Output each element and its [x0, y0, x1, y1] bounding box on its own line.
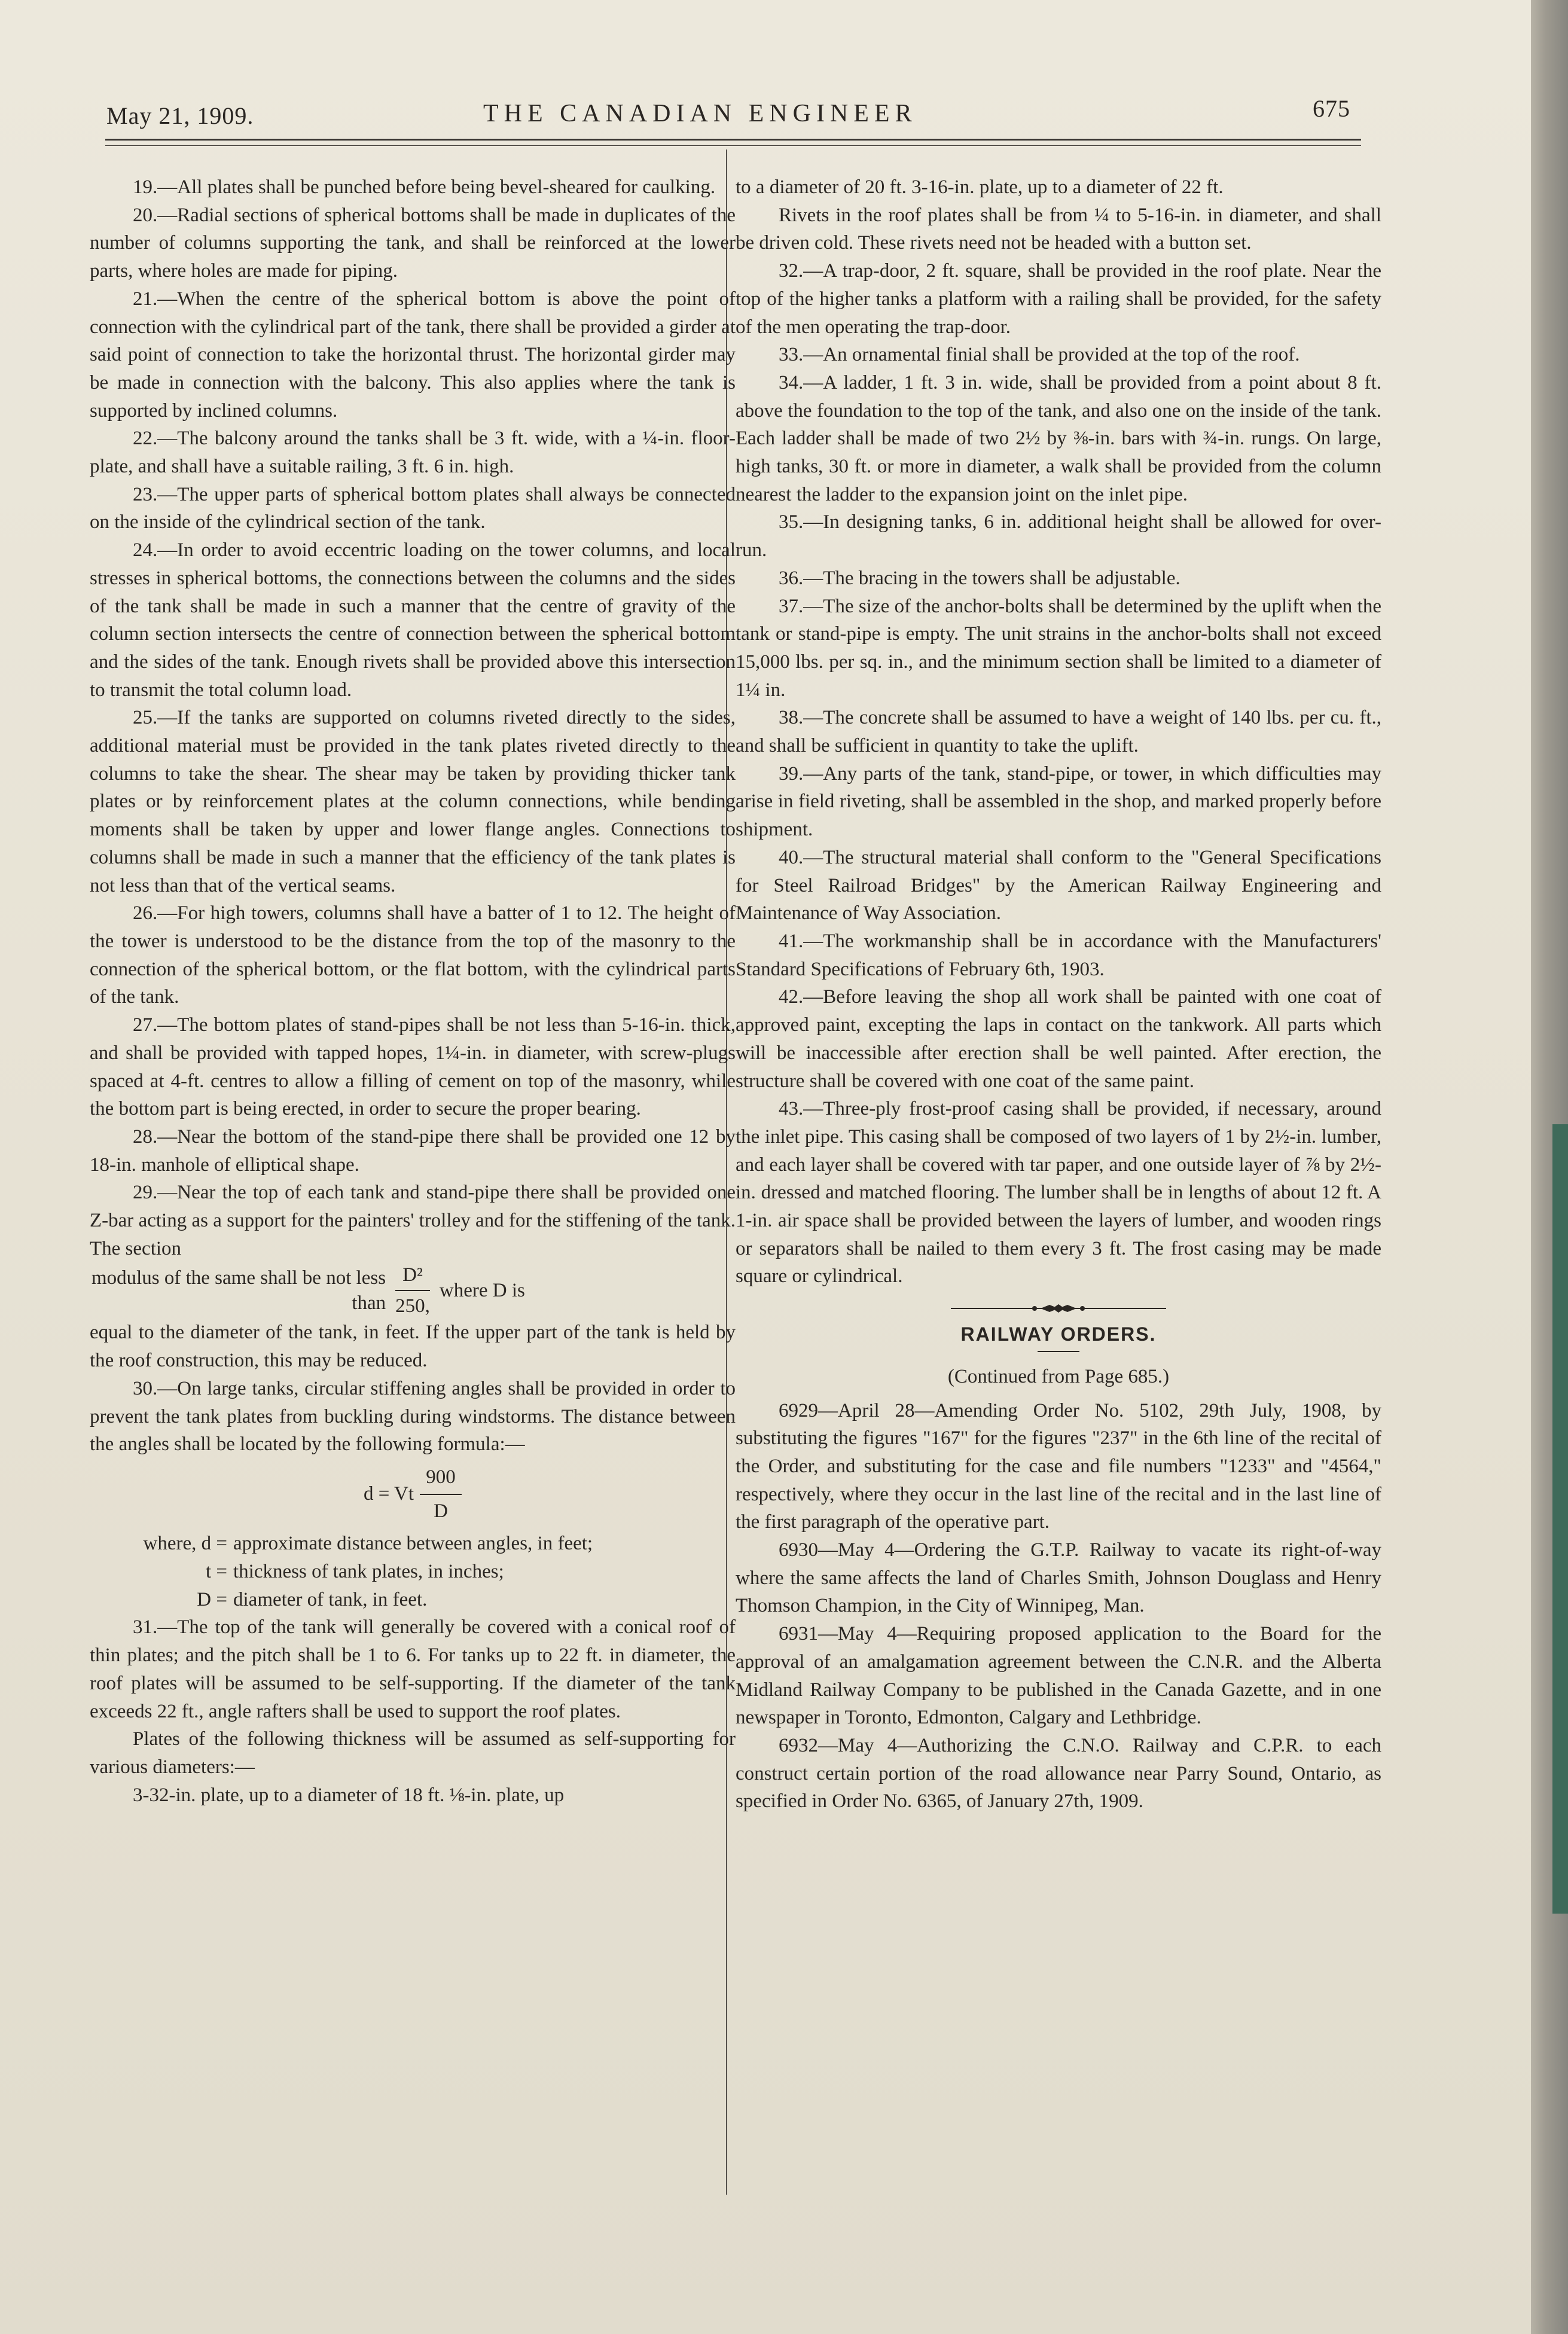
header-rule-thick — [105, 139, 1361, 141]
page-edge-shadow — [1531, 0, 1568, 2334]
stiffening-formula — [90, 1463, 736, 1525]
section-title: RAILWAY ORDERS. — [960, 1323, 1157, 1346]
clause-25: 25.—If the tanks are supported on columns riveted directly to the sides, additional material must be provided in the tank plates riveted directly to the columns to take the shear. The shear may be taken by providing thicker tank plates or by reinforcement plates at the column connections, while bending moments shall be taken by upper and lower flange angles. Connections to columns shall be made in such a manner that the efficiency of the tank plates is not less than that of the vertical seams. — [90, 707, 736, 896]
clause-31-plates: Plates of the following thickness will be assumed as self-supporting for various diameters:— — [90, 1728, 736, 1778]
clause-30: 30.—On large tanks, circular stiffening angles shall be provided in order to prevent the tank plates from buckling during windstorms. The distance between the angles shall be located by the following formula:— — [90, 1377, 736, 1456]
clause-39: 39.—Any parts of the tank, stand-pipe, or tower, in which difficulties may arise in field riveting, shall be assembled in the shop, and marked properly before shipment. — [736, 762, 1381, 841]
fraction-trail-text: where D is — [439, 1280, 525, 1302]
clause-31-continued: to a diameter of 20 ft. 3-16-in. plate, up to a diameter of 22 ft. — [736, 176, 1224, 198]
definition-row: t = thickness of tank plates, in inches; — [205, 1561, 504, 1583]
header-rule-thin — [105, 145, 1361, 146]
definition-row: D = diameter of tank, in feet. — [197, 1588, 428, 1610]
right-column — [736, 173, 1381, 1816]
clause-37: 37.—The size of the anchor-bolts shall be determined by the uplift when the tank or stand-pipe is empty. The unit strains in the anchor-bolts shall not exceed 15,000 lbs. per sq. in., and the minimum section shall be limited to a diameter of 1¼ in. — [736, 595, 1381, 701]
rivets-paragraph: Rivets in the roof plates shall be from ¼ to 5-16-in. in diameter, and shall be driven cold. These rivets need not be headed with a button set. — [736, 204, 1381, 254]
clause-38: 38.—The concrete shall be assumed to have a weight of 140 lbs. per cu. ft., and shall be sufficient in quantity to take the uplift. — [736, 707, 1381, 757]
formula-numerator: 900 — [426, 1466, 456, 1488]
formula-denominator: D — [434, 1500, 448, 1522]
header-date: May 21, 1909. — [106, 102, 254, 129]
section-modulus-fraction — [90, 1262, 736, 1319]
left-column — [90, 173, 736, 1809]
fraction-denominator: 250, — [395, 1295, 430, 1317]
clause-20: 20.—Radial sections of spherical bottoms shall be made in duplicates of the number of columns supporting the tank, and shall be reinforced at the lower parts, where holes are made for piping. — [90, 204, 736, 282]
clause-29-continued: equal to the diameter of the tank, in feet. If the upper part of the tank is held by the roof construction, this may be reduced. — [90, 1322, 736, 1372]
order-6930: 6930—May 4—Ordering the G.T.P. Railway to vacate its right-of-way where the same affects the land of Charles Smith, Johnson Douglass and Henry Thomson Champion, in the City of Winnipeg, Man. — [736, 1539, 1381, 1617]
clause-42: 42.—Before leaving the shop all work shall be painted with one coat of approved paint, excepting the laps in contact on the tankwork. All parts which will be inaccessible after erection shall be well painted. After erection, the structure shall be covered with one coat of the same paint. — [736, 986, 1381, 1092]
fraction-lead-text: modulus of the same shall be not less than — [91, 1267, 386, 1314]
clause-29: 29.—Near the top of each tank and stand-pipe there shall be provided one Z-bar acting as a support for the painters' trolley and for the stiffening of the tank. The section — [90, 1182, 736, 1259]
fraction — [395, 1262, 430, 1319]
clause-33: 33.—An ornamental finial shall be provided at the top of the roof. — [779, 344, 1300, 366]
formula-fraction — [420, 1463, 462, 1525]
clause-35: 35.—In designing tanks, 6 in. additional height shall be allowed for over-run. — [736, 511, 1381, 562]
clause-36: 36.—The bracing in the towers shall be adjustable. — [779, 567, 1180, 589]
section-rule — [1038, 1351, 1079, 1352]
clause-31-thickness: 3-32-in. plate, up to a diameter of 18 ft. ⅛-in. plate, up — [133, 1784, 565, 1806]
ornament-divider — [736, 1302, 1381, 1314]
clause-21: 21.—When the centre of the spherical bottom is above the point of connection with the cylindrical part of the tank, there shall be provided a girder at said point of connection to take the horizontal thrust. The horizontal girder may be made in connection with the balcony. This also applies where the tank is supported by inclined columns. — [90, 288, 736, 422]
clause-24: 24.—In order to avoid eccentric loading on the tower columns, and local stresses in spherical bottoms, the connections between the columns and the sides of the tank shall be made in such a manner that the centre of gravity of the column section intersects the centre of connection between the spherical bottom and the sides of the tank. Enough rivets shall be provided above this intersection to transmit the total column load. — [90, 539, 736, 701]
definition-row: where, d = approximate distance between angles, in feet; — [143, 1533, 593, 1555]
formula-lhs: d = Vt — [363, 1483, 414, 1505]
clause-34: 34.—A ladder, 1 ft. 3 in. wide, shall be provided from a point about 8 ft. above the foundation to the top of the tank, and also one on the inside of the tank. Each ladder shall be made of two 2½ by ⅜-in. bars with ¾-in. rungs. On large, high tanks, 30 ft. or more in diameter, a walk shall be provided from the column nearest the ladder to the expansion joint on the inlet pipe. — [736, 371, 1381, 505]
order-6929: 6929—April 28—Amending Order No. 5102, 29th July, 1908, by substituting the figures "167" for the figures "237" in the 6th line of the recital of the Order, and substituting for the case and file numbers "1233" and "4564," respectively, where they occur in the last line of the recital and in the last line of the first paragraph of the operative part. — [736, 1399, 1381, 1533]
binding-tab — [1552, 1124, 1568, 1914]
journal-title: THE CANADIAN ENGINEER — [483, 100, 917, 127]
clause-28: 28.—Near the bottom of the stand-pipe there shall be provided one 12 by 18-in. manhole of elliptical shape. — [90, 1125, 736, 1176]
order-6932: 6932—May 4—Authorizing the C.N.O. Railway and C.P.R. to each construct certain portion of the road allowance near Parry Sound, Ontario, as specified in Order No. 6365, of January 27th, 1909. — [736, 1734, 1381, 1813]
order-6931: 6931—May 4—Requiring proposed application to the Board for the approval of an amalgamation agreement between the C.N.R. and the Alberta Midland Railway Company to be published in the Canada Gazette, and in one newspaper in Toronto, Edmonton, Calgary and Lethbridge. — [736, 1623, 1381, 1729]
fraction-numerator: D² — [402, 1264, 423, 1286]
clause-43: 43.—Three-ply frost-proof casing shall be provided, if necessary, around the inlet pipe. This casing shall be composed of two layers of 1 by 2½-in. lumber, and each layer shall be covered with tar paper, and one outside layer of ⅞ by 2½-in. dressed and matched flooring. The lumber shall be in lengths of about 12 ft. A 1-in. air space shall be provided between the layers of lumber, and wooden rings or separators shall be nailed to them every 3 ft. The frost casing may be made square or cylindrical. — [736, 1098, 1381, 1287]
clause-27: 27.—The bottom plates of stand-pipes shall be not less than 5-16-in. thick, and shall be provided with tapped hopes, 1¼-in. in diameter, with screw-plugs spaced at 4-ft. centres to allow a filling of cement on top of the masonry, while the bottom part is being erected, in order to secure the proper bearing. — [90, 1014, 736, 1120]
clause-41: 41.—The workmanship shall be in accordance with the Manufacturers' Standard Specifications of February 6th, 1903. — [736, 930, 1381, 980]
ornament-divider-icon — [951, 1302, 1166, 1314]
running-header — [106, 94, 1362, 136]
clause-19: 19.—All plates shall be punched before being bevel-sheared for caulking. — [133, 176, 716, 198]
clause-22: 22.—The balcony around the tanks shall be 3 ft. wide, with a ¼-in. floor-plate, and shall have a suitable railing, 3 ft. 6 in. high. — [90, 428, 736, 478]
clause-23: 23.—The upper parts of spherical bottom plates shall always be connected on the inside of the cylindrical section of the tank. — [90, 483, 736, 533]
fraction-bar — [395, 1290, 430, 1291]
clause-26: 26.—For high towers, columns shall have a batter of 1 to 12. The height of the tower is understood to be the distance from the top of the masonry to the connection of the spherical bottom, or the flat bottom, with the cylindrical parts of the tank. — [90, 902, 736, 1008]
continued-note: (Continued from Page 685.) — [947, 1365, 1170, 1387]
page-number: 675 — [1313, 95, 1350, 122]
formula-definitions — [90, 1530, 736, 1613]
clause-31: 31.—The top of the tank will generally be covered with a conical roof of thin plates; and the pitch shall be 1 to 6. For tanks up to 22 ft. in diameter, the roof plates will be assumed to be self-supporting. If the diameter of the tank exceeds 22 ft., angle rafters shall be used to support the roof plates. — [90, 1616, 736, 1722]
clause-32: 32.—A trap-door, 2 ft. square, shall be provided in the roof plate. Near the top of the higher tanks a platform with a railing shall be provided, for the safety of the men operating the trap-door. — [736, 260, 1381, 338]
formula-bar — [420, 1494, 462, 1495]
clause-40: 40.—The structural material shall conform to the "General Specifications for Steel Railroad Bridges" by the American Railway Engineering and Maintenance of Way Association. — [736, 846, 1381, 925]
